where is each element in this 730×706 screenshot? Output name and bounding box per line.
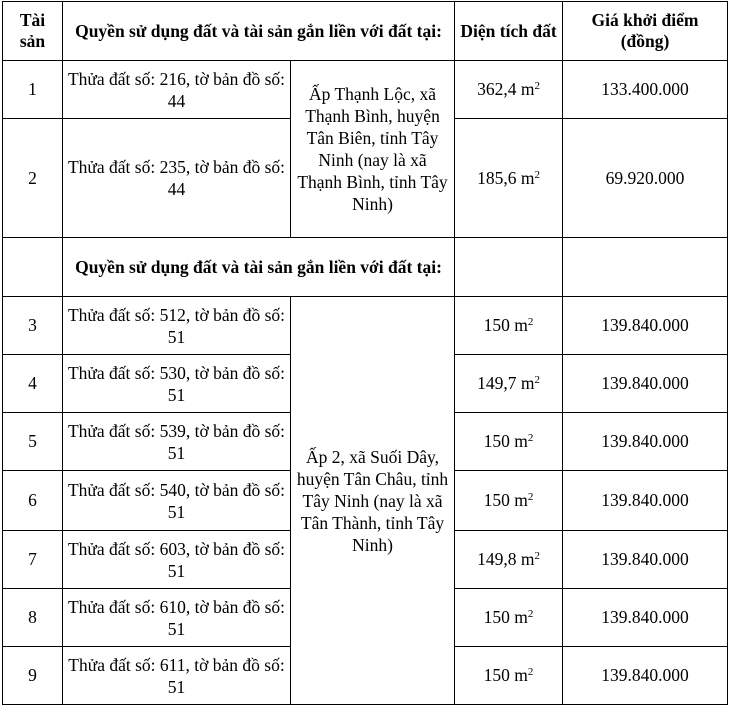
- table-row: [3, 61, 728, 119]
- price-cell: 139.840.000: [563, 647, 728, 705]
- asset-number: 5: [3, 413, 63, 471]
- area-exponent: 2: [527, 316, 534, 328]
- price-cell: 139.840.000: [563, 355, 728, 413]
- asset-number: 7: [3, 531, 63, 589]
- price-cell: 133.400.000: [563, 61, 728, 119]
- empty-cell: [3, 238, 63, 297]
- area-exponent: 2: [534, 550, 540, 562]
- price-cell: 139.840.000: [563, 471, 728, 531]
- parcel-cell: Thửa đất số: 610, tờ bản đồ số: 51: [63, 589, 291, 647]
- parcel-cell: Thửa đất số: 216, tờ bản đồ số: 44: [63, 61, 291, 119]
- header-price: Giá khởi điểm (đồng): [563, 2, 728, 61]
- area-exponent: 2: [527, 432, 534, 444]
- area-value: 150 m: [483, 490, 528, 510]
- header-rights: Quyền sử dụng đất và tài sản gắn liền với đất tại:: [63, 2, 455, 61]
- parcel-cell: Thửa đất số: 539, tờ bản đồ số: 51: [63, 413, 291, 471]
- area-exponent: 2: [534, 80, 540, 92]
- section-heading-row: [3, 238, 728, 297]
- parcel-cell: Thửa đất số: 235, tờ bản đồ số: 44: [63, 119, 291, 238]
- price-cell: 139.840.000: [563, 589, 728, 647]
- empty-cell: [455, 238, 563, 297]
- area-value: 150 m: [483, 431, 528, 451]
- area-cell: [455, 355, 563, 413]
- table-row: [3, 297, 728, 355]
- asset-number: 2: [3, 119, 63, 238]
- table-header-row: [3, 2, 728, 61]
- parcel-cell: Thửa đất số: 512, tờ bản đồ số: 51: [63, 297, 291, 355]
- location-cell: Ấp Thạnh Lộc, xã Thạnh Bình, huyện Tân Biên, tỉnh Tây Ninh (nay là xã Thạnh Bình, tỉnh Tây Ninh): [291, 61, 455, 238]
- price-cell: 139.840.000: [563, 297, 728, 355]
- area-value: 150 m: [483, 315, 528, 335]
- area-exponent: 2: [534, 168, 540, 181]
- empty-cell: [563, 238, 728, 297]
- area-cell: [455, 647, 563, 705]
- area-value: 185,6 m: [477, 167, 535, 188]
- area-value: 150 m: [483, 607, 528, 627]
- asset-number: 8: [3, 589, 63, 647]
- asset-number: 4: [3, 355, 63, 413]
- area-cell: [455, 471, 563, 531]
- asset-number: 3: [3, 297, 63, 355]
- parcel-cell: Thửa đất số: 603, tờ bản đồ số: 51: [63, 531, 291, 589]
- area-cell: [455, 589, 563, 647]
- asset-number: 6: [3, 471, 63, 531]
- area-cell: [455, 297, 563, 355]
- section-heading: Quyền sử dụng đất và tài sản gắn liền với đất tại:: [63, 238, 455, 297]
- parcel-cell: Thửa đất số: 540, tờ bản đồ số: 51: [63, 471, 291, 531]
- area-exponent: 2: [527, 666, 534, 678]
- header-area: Diện tích đất: [455, 2, 563, 61]
- area-exponent: 2: [527, 608, 534, 620]
- area-cell: [455, 61, 563, 119]
- header-asset: Tài sản: [3, 2, 63, 61]
- area-cell: [455, 413, 563, 471]
- area-value: 362,4 m: [477, 79, 535, 99]
- area-cell: [455, 531, 563, 589]
- parcel-cell: Thửa đất số: 530, tờ bản đồ số: 51: [63, 355, 291, 413]
- location-cell: Ấp 2, xã Suối Dây, huyện Tân Châu, tỉnh Tây Ninh (nay là xã Tân Thành, tỉnh Tây Ninh): [291, 297, 455, 705]
- price-cell: 69.920.000: [563, 119, 728, 238]
- area-value: 149,8 m: [477, 549, 535, 569]
- price-cell: 139.840.000: [563, 531, 728, 589]
- area-cell: [455, 119, 563, 238]
- parcel-cell: Thửa đất số: 611, tờ bản đồ số: 51: [63, 647, 291, 705]
- area-exponent: 2: [527, 491, 534, 503]
- area-exponent: 2: [534, 374, 540, 386]
- auction-assets-table: [2, 1, 728, 705]
- area-value: 149,7 m: [477, 373, 535, 393]
- asset-number: 1: [3, 61, 63, 119]
- area-value: 150 m: [483, 665, 528, 685]
- price-cell: 139.840.000: [563, 413, 728, 471]
- asset-number: 9: [3, 647, 63, 705]
